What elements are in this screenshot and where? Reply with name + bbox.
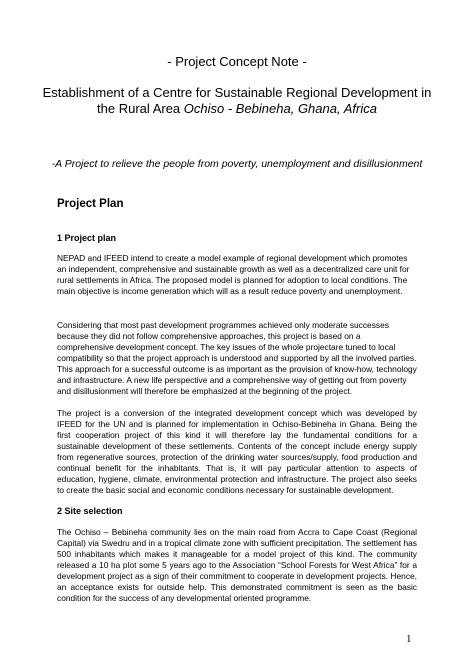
- page-number: 1: [406, 633, 412, 645]
- title-location: Ochiso - Bebineha, Ghana, Africa: [183, 101, 377, 116]
- document-title: [40, 85, 434, 117]
- section-1-heading: 1 Project plan: [57, 233, 117, 243]
- project-plan-heading: Project Plan: [57, 198, 124, 210]
- section-2-heading: 2 Site selection: [57, 506, 123, 516]
- section-1-paragraph-1: NEPAD and IFEED intend to create a model example of regional development which promotes an independent, comprehensive and sustainable growth as well as a decentralized care unit for rural settlements in Africa. The proposed model is planned for adoption to local conditions. The main objective is income generation which will as a result reduce poverty and unemployment.: [57, 253, 410, 296]
- title-text: Establishment of a Centre for Sustainable Regional Development in the Rural Area: [42, 85, 432, 116]
- section-2-paragraph: The Ochiso – Bebineha community lies on the main road from Accra to Cape Coast (Regional Capital) via Swedru and in a tropical climate zone with sufficient precipitation. The settlement has 500 inhabitants which makes it manageable for a model project of this kind. The community released a 10 ha plot some 5 years ago to the Association “School Forests for West Africa” for a development project as a sign of their commitment to cooperate in development projects. Hence, an acceptance exists for outside help. This demonstrated commitment is seen as the basic condition for the success of any developmental oriented programme.: [57, 527, 417, 603]
- document-subtitle: -A Project to relieve the people from poverty, unemployment and disillusionment: [51, 158, 423, 170]
- section-1-paragraph-2: Considering that most past development programmes achieved only moderate successes because they did not follow comprehensive approaches, this project is based on a comprehensive development concept. The key issues of the whole projectare tuned to local compatibility so that the project approach is understood and supported by all the involved parties. This approach for a successful outcome is as important as the provision of know-how, technology and infrastructure. A new life perspective and a comprehensive way of getting out from poverty and disillusionment will therefore be emphasized at the beginning of the project.: [57, 320, 417, 396]
- concept-note-label: - Project Concept Note -: [167, 54, 307, 69]
- section-1-paragraph-3: The project is a conversion of the integrated development concept which was developed by IFEED for the UN and is planned for implementation in Ochiso-Bebineha in Ghana. Being the first cooperation project of this kind it will therefore lay the fundamental conditions for a sustainable development of these settlements. Contents of the concept include energy supply from regenerative sources, protection of the drinking water sources/supply, food production and continual benefit for the inhabitants. That is, it will pay particular attention to aspects of education, hygiene, climate, environmental protection and infrastructure. The project also seeks to create the basic social and economic conditions necessary for sustainable development.: [57, 408, 417, 495]
